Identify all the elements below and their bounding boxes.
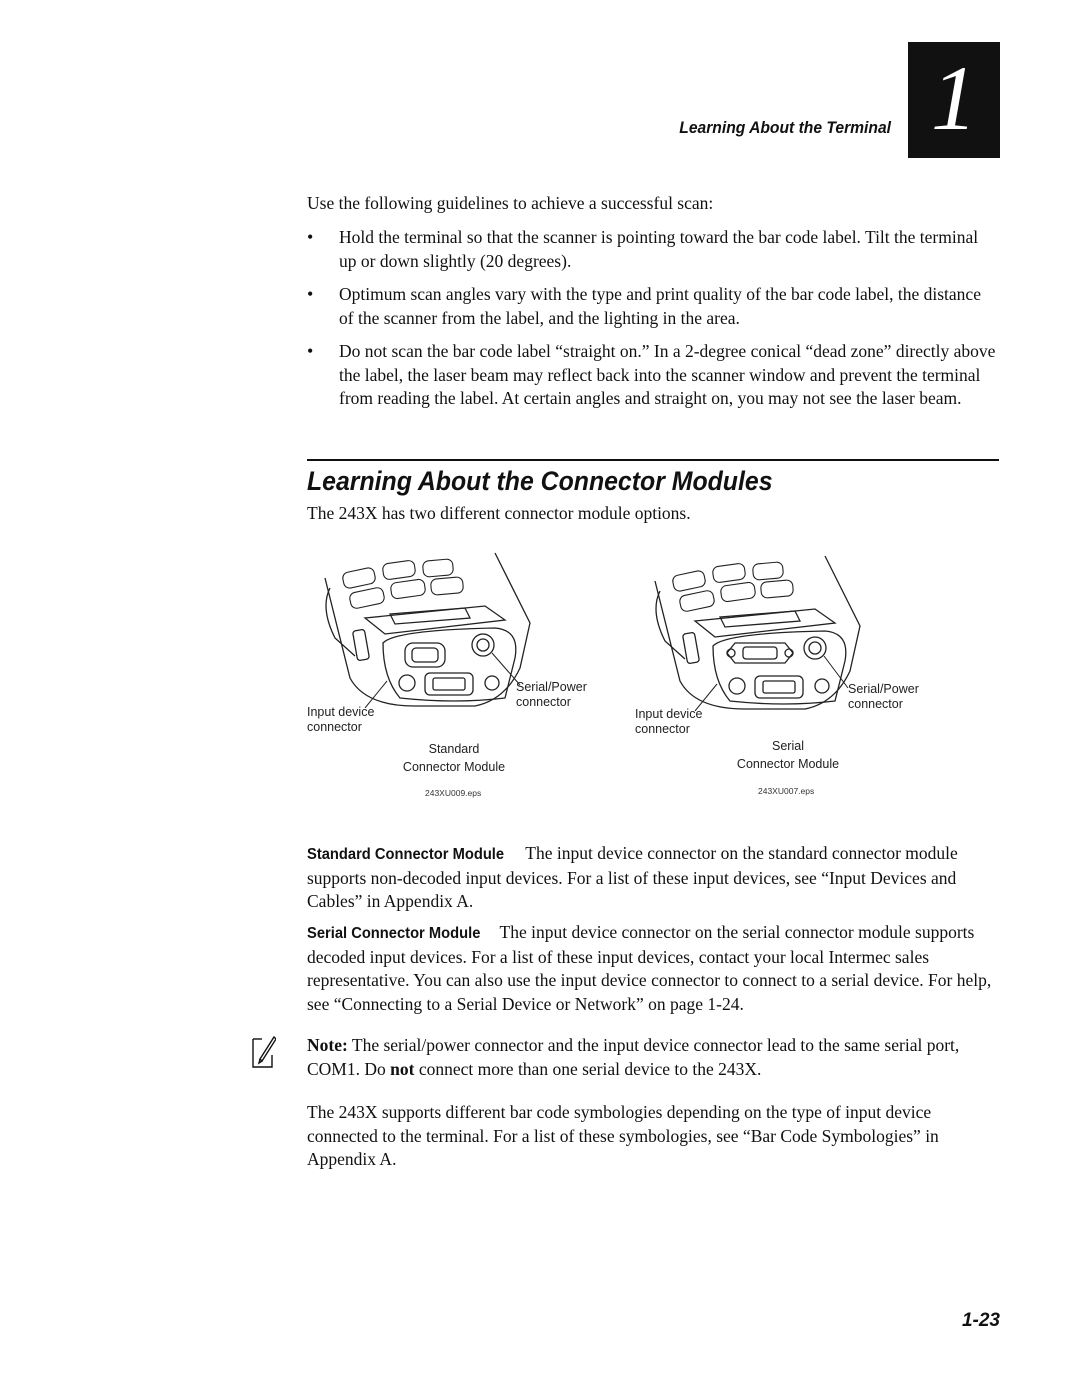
- note-emphasis: not: [390, 1058, 415, 1079]
- serial-connector-illustration: [635, 551, 865, 711]
- note-pencil-icon: [250, 1033, 276, 1069]
- note-text-1: The serial/power connector and the input device connector lead to the same serial port, COM1. Do: [307, 1035, 960, 1079]
- input-device-label-right: Input device connector: [635, 707, 703, 736]
- serial-power-label-left: Serial/Power connector: [516, 680, 587, 709]
- guideline-list: [307, 226, 997, 421]
- standard-module-paragraph: [307, 842, 997, 914]
- intro-paragraph: Use the following guidelines to achieve a successful scan:: [307, 193, 714, 213]
- note-paragraph: [307, 1034, 997, 1081]
- list-item: • Hold the terminal so that the scanner is pointing toward the bar code label. Tilt the terminal up or down slightly (20 degrees).: [307, 226, 997, 273]
- standard-module-runin: Standard Connector Module: [307, 846, 505, 863]
- list-item: • Optimum scan angles vary with the type and print quality of the bar code label, the distance of the scanner from the label, and the lighting in the area.: [307, 283, 997, 330]
- standard-module-text: The input device connector on the standard connector module supports non-decoded input devices. For a list of these input devices, see “Input Devices and Cables” in Appendix A.: [307, 843, 958, 911]
- standard-caption: Standard Connector Module: [402, 742, 506, 774]
- section-intro: The 243X has two different connector module options.: [307, 503, 691, 523]
- serial-figure-file: 243XU007.eps: [758, 786, 815, 796]
- page-number: 1-23: [961, 1310, 1000, 1331]
- note-label: Note:: [307, 1035, 348, 1055]
- serial-module-paragraph: [307, 921, 997, 1016]
- running-head: Learning About the Terminal: [679, 118, 891, 137]
- chapter-number: 1: [931, 47, 977, 149]
- list-item: • Do not scan the bar code label “straight on.” In a 2-degree conical “dead zone” directly above the label, the laser beam may reflect back into the scanner window and prevent the terminal from reading the label. At certain angles and straight on, you may not see the laser beam.: [307, 340, 997, 411]
- serial-module-text: The input device connector on the serial connector module supports decoded input devices. For a list of these input devices, contact your local Intermec sales representative. You can also use the input device connector to connect to a serial device. For help, see “Connecting to a Serial Device or Network” on page 1-24.: [307, 922, 992, 1014]
- standard-connector-illustration: [305, 548, 535, 708]
- serial-caption: Serial Connector Module: [736, 739, 840, 771]
- serial-module-runin: Serial Connector Module: [307, 925, 481, 942]
- serial-power-label-right: Serial/Power connector: [848, 682, 919, 711]
- note-text-2: connect more than one serial device to the 243X.: [418, 1058, 762, 1079]
- section-rule: [307, 459, 999, 461]
- closing-paragraph: The 243X supports different bar code symbologies depending on the type of input device connected to the terminal. For a list of these symbologies, see “Bar Code Symbologies” in Appendix A.: [307, 1102, 939, 1169]
- connector-module-figure: [300, 548, 1000, 808]
- standard-figure-file: 243XU009.eps: [425, 788, 482, 798]
- section-title: Learning About the Connector Modules: [307, 466, 773, 496]
- input-device-label-left: Input device connector: [307, 705, 375, 734]
